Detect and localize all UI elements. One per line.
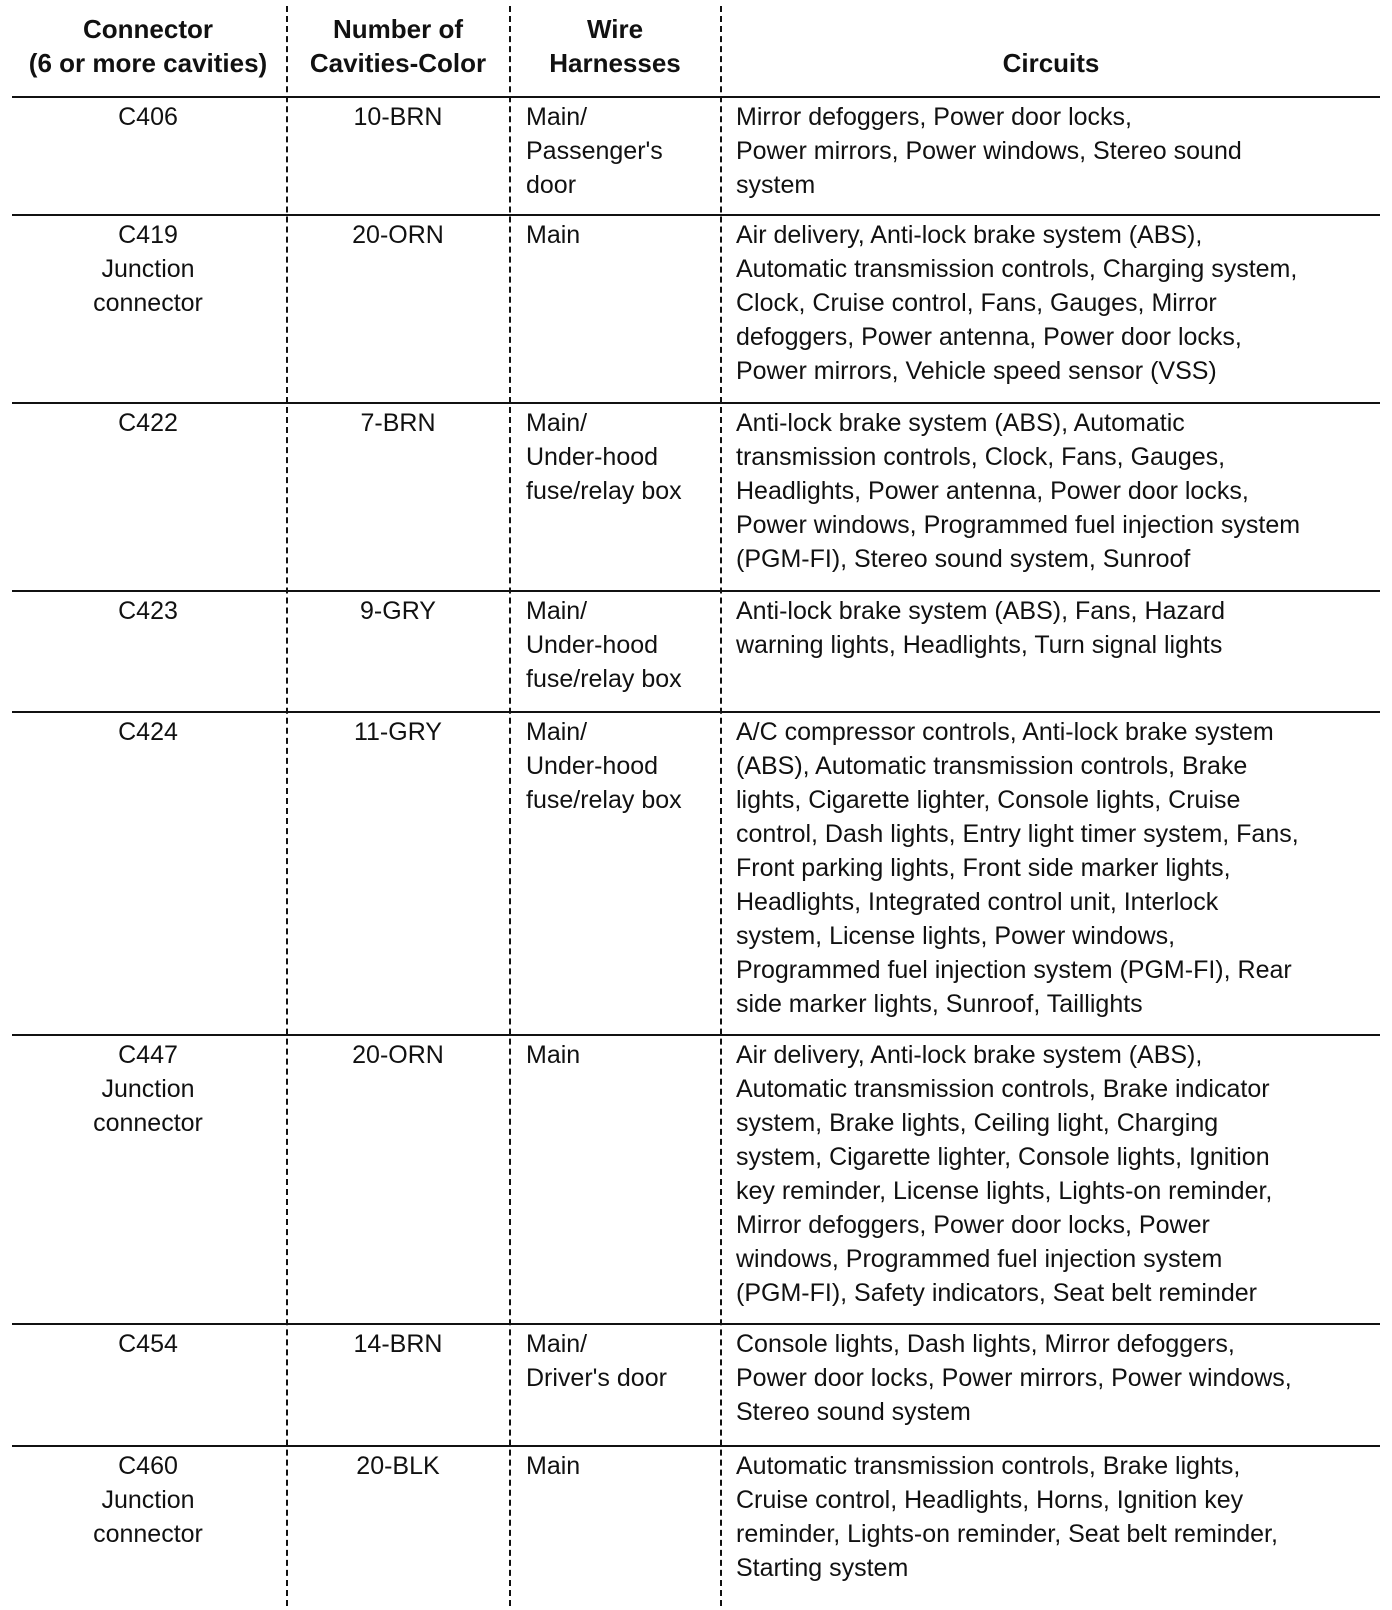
cell-line: Console lights, Dash lights, Mirror defoggers, bbox=[736, 1330, 1235, 1358]
row-divider bbox=[12, 1034, 1380, 1036]
cell-line: lights, Cigarette lighter, Console lights, Cruise bbox=[736, 786, 1241, 814]
cell-line: fuse/relay box bbox=[526, 477, 682, 505]
cell-line: defoggers, Power antenna, Power door locks, bbox=[736, 323, 1242, 351]
cell-line: system bbox=[736, 171, 816, 199]
cell-line: (ABS), Automatic transmission controls, Brake bbox=[736, 752, 1248, 780]
cell-line: Automatic transmission controls, Brake indicator bbox=[736, 1075, 1270, 1103]
row-divider bbox=[12, 96, 1380, 98]
cell-line: Passenger's bbox=[526, 137, 663, 165]
cell-line: Cruise control, Headlights, Horns, Ignition key bbox=[736, 1486, 1244, 1514]
cell-line: Starting system bbox=[736, 1554, 909, 1582]
cell-line: key reminder, License lights, Lights-on reminder, bbox=[736, 1177, 1273, 1205]
cell-line: Main/ bbox=[526, 718, 588, 746]
cell-line: C447 bbox=[118, 1041, 178, 1069]
cavities-cell bbox=[290, 406, 506, 440]
circuits-cell bbox=[736, 406, 1376, 576]
cell-line: Clock, Cruise control, Fans, Gauges, Mirror bbox=[736, 289, 1217, 317]
cell-line: system, Brake lights, Ceiling light, Charging bbox=[736, 1109, 1219, 1137]
column-divider bbox=[286, 6, 288, 1606]
cavities-cell bbox=[290, 1038, 506, 1072]
cell-line: Junction bbox=[101, 255, 195, 283]
cell-line: 14-BRN bbox=[353, 1330, 443, 1358]
cell-line: C460 bbox=[118, 1452, 178, 1480]
cell-line: windows, Programmed fuel injection system bbox=[736, 1245, 1223, 1273]
circuits-cell bbox=[736, 100, 1376, 202]
circuits-cell bbox=[736, 594, 1376, 662]
cell-line: C422 bbox=[118, 409, 178, 437]
cell-line: (PGM-FI), Stereo sound system, Sunroof bbox=[736, 545, 1191, 573]
connector-cell bbox=[12, 218, 284, 320]
cell-line: Main bbox=[526, 221, 581, 249]
cell-line: Power door locks, Power mirrors, Power windows, bbox=[736, 1364, 1292, 1392]
cell-line: Air delivery, Anti-lock brake system (ABS), bbox=[736, 221, 1203, 249]
cell-line: Headlights, Integrated control unit, Interlock bbox=[736, 888, 1219, 916]
cell-line: door bbox=[526, 171, 577, 199]
row-divider bbox=[12, 590, 1380, 592]
cell-line: Power mirrors, Power windows, Stereo sound bbox=[736, 137, 1242, 165]
column-divider bbox=[509, 6, 511, 1606]
cell-line: 20-BLK bbox=[356, 1452, 440, 1480]
cell-line: 7-BRN bbox=[360, 409, 436, 437]
header-circuits bbox=[724, 46, 1378, 80]
harness-cell bbox=[526, 1038, 718, 1072]
column-divider bbox=[720, 6, 722, 1606]
circuits-cell bbox=[736, 218, 1376, 388]
connector-cell bbox=[12, 594, 284, 628]
cell-line: Power mirrors, Vehicle speed sensor (VSS) bbox=[736, 357, 1217, 385]
harness-cell bbox=[526, 715, 718, 817]
cell-line: Under-hood bbox=[526, 752, 659, 780]
harness-cell bbox=[526, 406, 718, 508]
cell-line: Junction bbox=[101, 1486, 195, 1514]
cell-line: Mirror defoggers, Power door locks, Power bbox=[736, 1211, 1210, 1239]
connector-cell bbox=[12, 715, 284, 749]
cell-line: Main/ bbox=[526, 1330, 588, 1358]
cavities-cell bbox=[290, 1449, 506, 1483]
cell-line: Main/ bbox=[526, 409, 588, 437]
cell-line: side marker lights, Sunroof, Taillights bbox=[736, 990, 1143, 1018]
cell-line: Automatic transmission controls, Charging system, bbox=[736, 255, 1298, 283]
cell-line: 20-ORN bbox=[352, 1041, 444, 1069]
header-line: Number of bbox=[333, 14, 463, 44]
cell-line: Main bbox=[526, 1041, 581, 1069]
cavities-cell bbox=[290, 594, 506, 628]
cavities-cell bbox=[290, 715, 506, 749]
header-line: (6 or more cavities) bbox=[28, 48, 268, 78]
header-line: Cavities-Color bbox=[309, 48, 487, 78]
circuits-cell bbox=[736, 715, 1376, 1021]
cell-line: C454 bbox=[118, 1330, 178, 1358]
circuits-cell bbox=[736, 1327, 1376, 1429]
circuits-cell bbox=[736, 1038, 1376, 1310]
cell-line: Driver's door bbox=[526, 1364, 667, 1392]
cavities-cell bbox=[290, 100, 506, 134]
cell-line: Programmed fuel injection system (PGM-FI), Rear bbox=[736, 956, 1292, 984]
harness-cell bbox=[526, 1327, 718, 1395]
header-line: Circuits bbox=[1002, 48, 1100, 78]
cell-line: fuse/relay box bbox=[526, 786, 682, 814]
connector-cell bbox=[12, 1038, 284, 1140]
cell-line: Main/ bbox=[526, 103, 588, 131]
cell-line: Anti-lock brake system (ABS), Automatic bbox=[736, 409, 1185, 437]
row-divider bbox=[12, 214, 1380, 216]
cell-line: (PGM-FI), Safety indicators, Seat belt reminder bbox=[736, 1279, 1258, 1307]
connector-cell bbox=[12, 1449, 284, 1551]
row-divider bbox=[12, 1323, 1380, 1325]
cell-line: 11-GRY bbox=[353, 718, 442, 746]
circuits-cell bbox=[736, 1449, 1376, 1585]
cell-line: C406 bbox=[118, 103, 178, 131]
header-connector bbox=[12, 12, 284, 80]
cell-line: system, License lights, Power windows, bbox=[736, 922, 1176, 950]
connector-cell bbox=[12, 406, 284, 440]
cell-line: C424 bbox=[118, 718, 178, 746]
connector-cell bbox=[12, 1327, 284, 1361]
cell-line: Main/ bbox=[526, 597, 588, 625]
header-line: Harnesses bbox=[549, 48, 681, 78]
connector-cell bbox=[12, 100, 284, 134]
cell-line: 20-ORN bbox=[352, 221, 444, 249]
row-divider bbox=[12, 711, 1380, 713]
cell-line: Mirror defoggers, Power door locks, bbox=[736, 103, 1132, 131]
cell-line: 10-BRN bbox=[353, 103, 443, 131]
cell-line: C423 bbox=[118, 597, 178, 625]
harness-cell bbox=[526, 100, 718, 202]
harness-cell bbox=[526, 218, 718, 252]
cavities-cell bbox=[290, 1327, 506, 1361]
harness-cell bbox=[526, 594, 718, 696]
cell-line: Under-hood bbox=[526, 631, 659, 659]
cell-line: 9-GRY bbox=[360, 597, 436, 625]
cell-line: A/C compressor controls, Anti-lock brake system bbox=[736, 718, 1274, 746]
cell-line: control, Dash lights, Entry light timer system, Fans, bbox=[736, 820, 1299, 848]
cell-line: Junction bbox=[101, 1075, 195, 1103]
cell-line: C419 bbox=[118, 221, 178, 249]
header-cavities bbox=[290, 12, 506, 80]
cell-line: Headlights, Power antenna, Power door locks, bbox=[736, 477, 1249, 505]
cell-line: system, Cigarette lighter, Console lights, Ignition bbox=[736, 1143, 1270, 1171]
cell-line: fuse/relay box bbox=[526, 665, 682, 693]
cell-line: Front parking lights, Front side marker lights, bbox=[736, 854, 1231, 882]
cell-line: Main bbox=[526, 1452, 581, 1480]
cell-line: Under-hood bbox=[526, 443, 659, 471]
cell-line: reminder, Lights-on reminder, Seat belt reminder, bbox=[736, 1520, 1278, 1548]
cell-line: Stereo sound system bbox=[736, 1398, 971, 1426]
cell-line: transmission controls, Clock, Fans, Gauges, bbox=[736, 443, 1226, 471]
cell-line: connector bbox=[93, 289, 203, 317]
header-harnesses bbox=[512, 12, 718, 80]
row-divider bbox=[12, 402, 1380, 404]
header-line: Wire bbox=[586, 14, 644, 44]
cell-line: warning lights, Headlights, Turn signal lights bbox=[736, 631, 1223, 659]
harness-cell bbox=[526, 1449, 718, 1483]
cell-line: Air delivery, Anti-lock brake system (ABS), bbox=[736, 1041, 1203, 1069]
cell-line: Anti-lock brake system (ABS), Fans, Hazard bbox=[736, 597, 1226, 625]
cell-line: connector bbox=[93, 1109, 203, 1137]
row-divider bbox=[12, 1445, 1380, 1447]
cell-line: Automatic transmission controls, Brake lights, bbox=[736, 1452, 1241, 1480]
header-line: Connector bbox=[83, 14, 213, 44]
cavities-cell bbox=[290, 218, 506, 252]
cell-line: connector bbox=[93, 1520, 203, 1548]
cell-line: Power windows, Programmed fuel injection system bbox=[736, 511, 1301, 539]
